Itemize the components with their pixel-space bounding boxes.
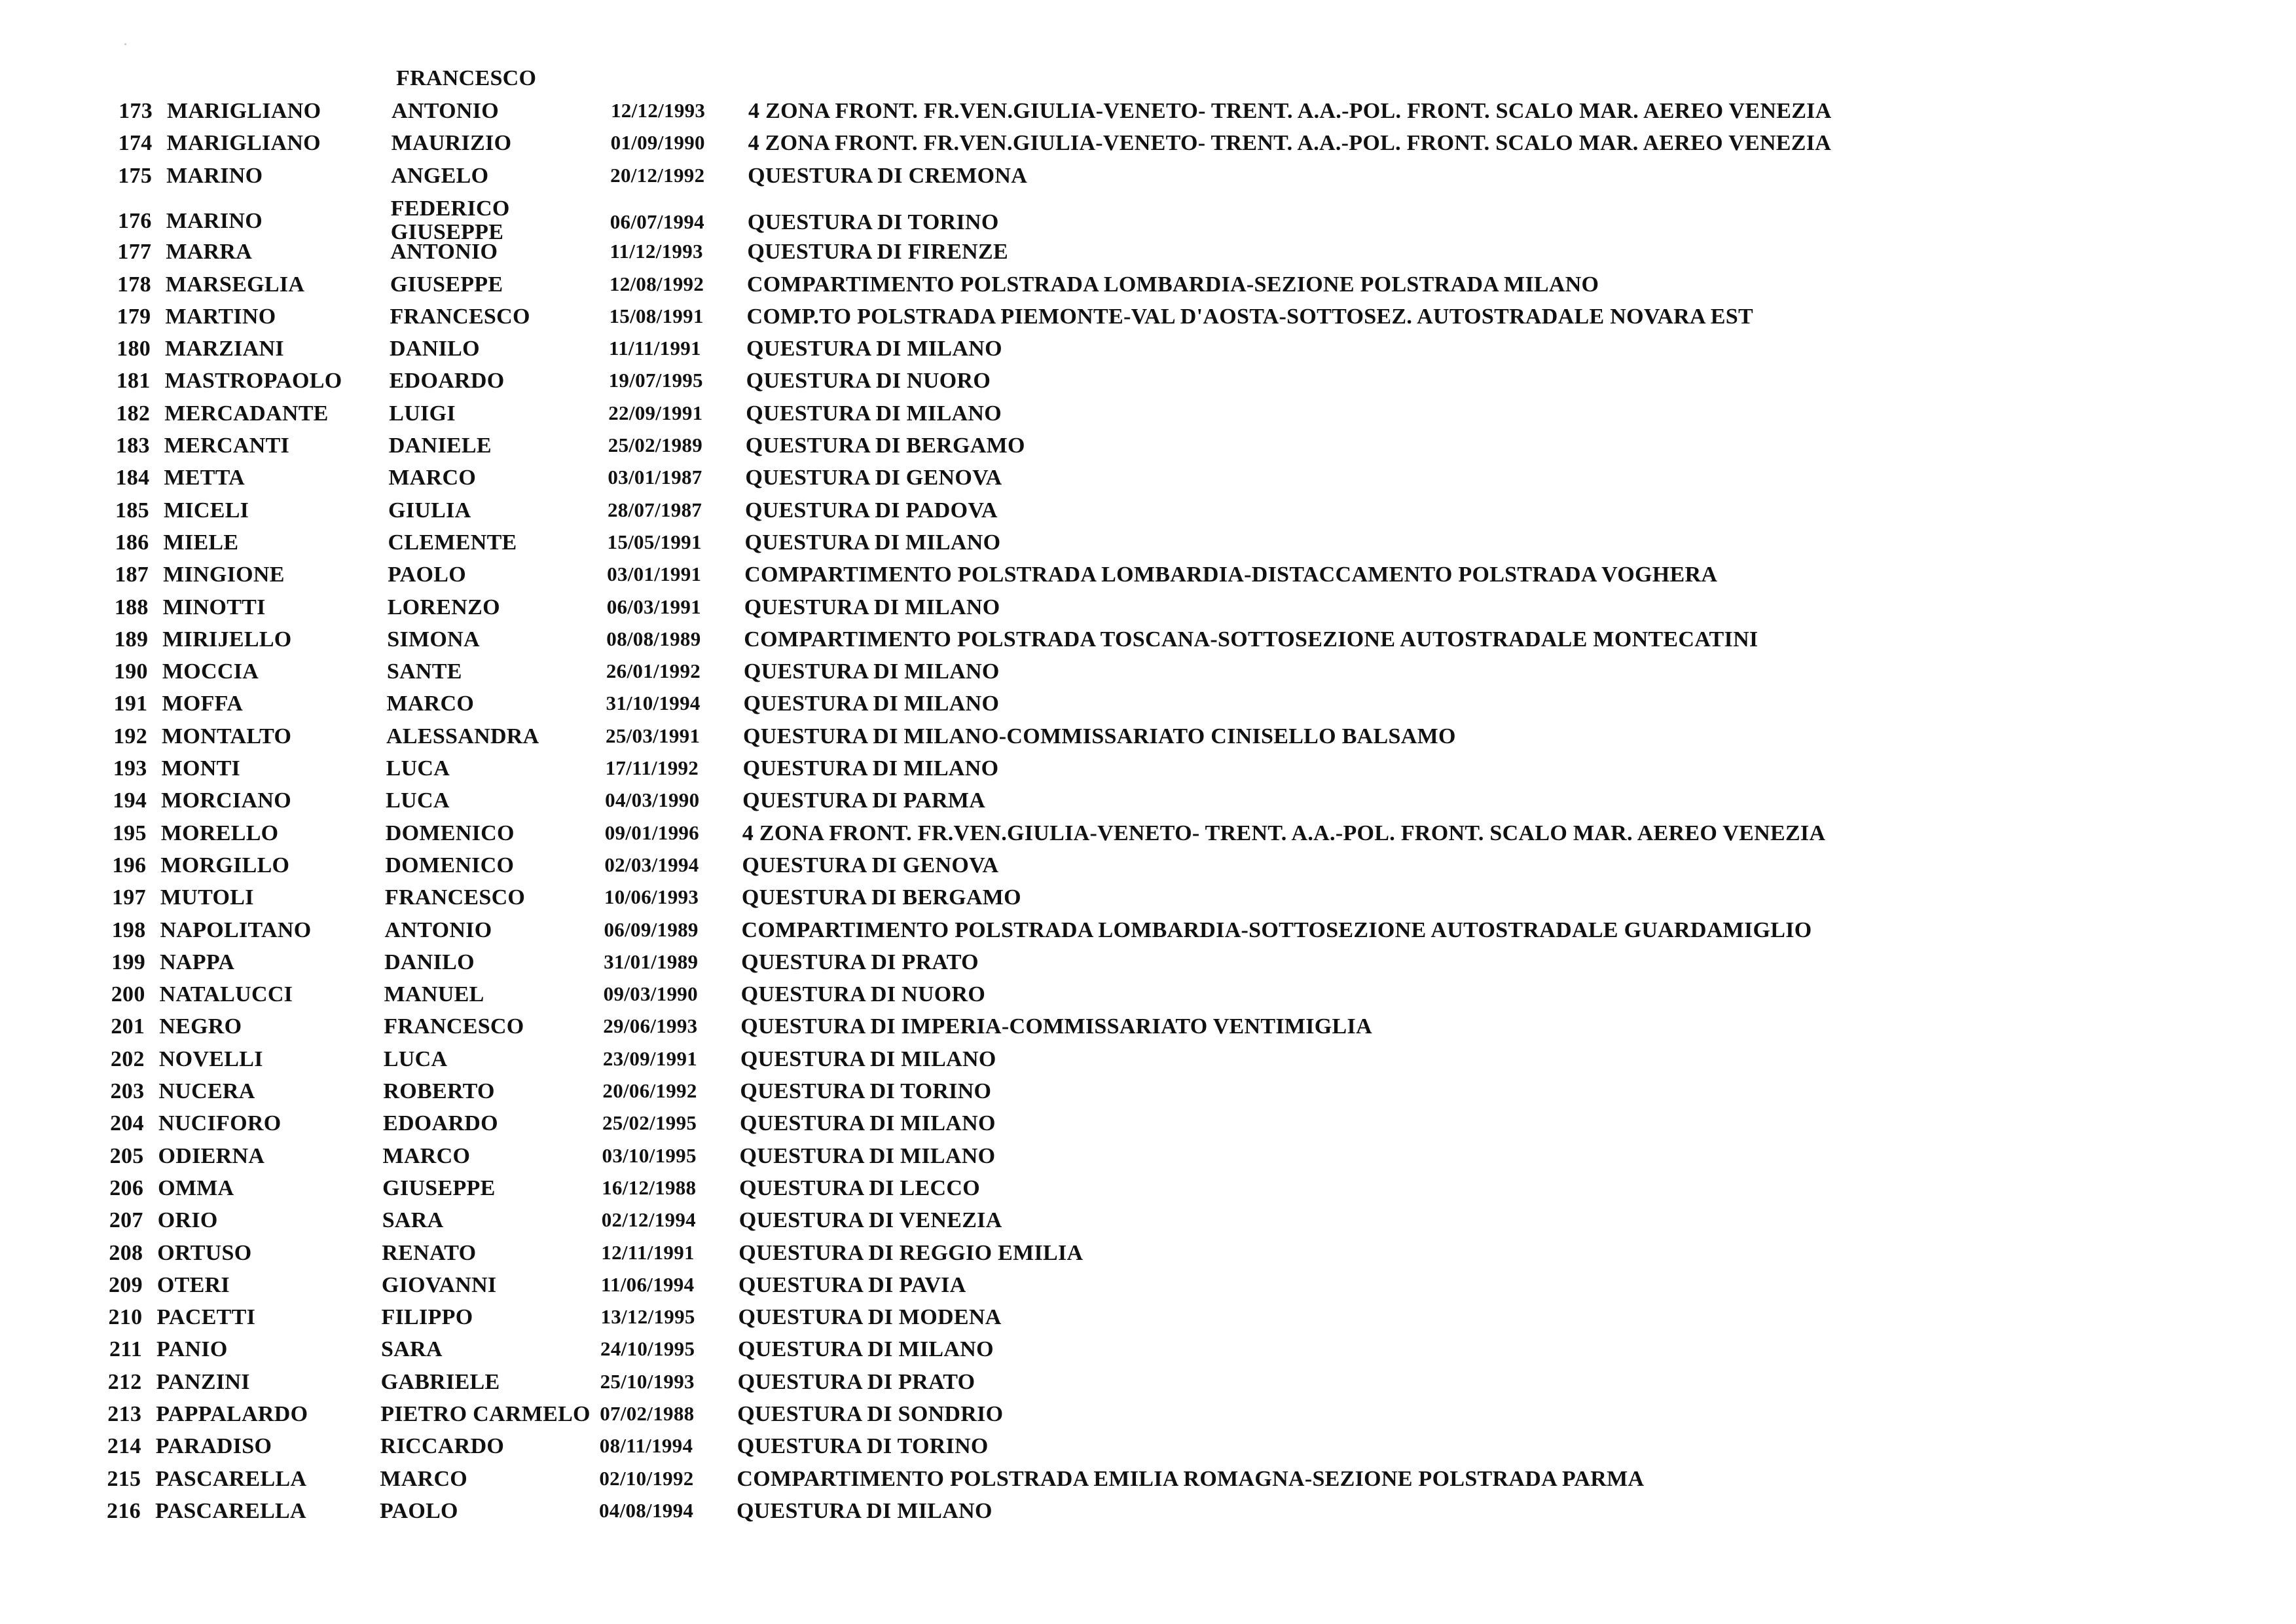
date-cell: 16/12/1988 — [602, 1175, 697, 1199]
date-cell: 11/06/1994 — [600, 1272, 695, 1296]
surname-cell: NEGRO — [159, 1014, 242, 1039]
assignment-office-cell: QUESTURA DI MILANO — [740, 1046, 996, 1071]
first-name-cell: FRANCESCO — [384, 1014, 524, 1039]
date-cell: 28/07/1987 — [607, 498, 702, 521]
date-cell: 04/08/1994 — [598, 1498, 694, 1522]
surname-cell: PANIO — [156, 1337, 228, 1362]
date-cell: 12/11/1991 — [601, 1240, 695, 1264]
row-number: 199 — [111, 950, 146, 974]
assignment-office-cell: QUESTURA DI TORINO — [737, 1434, 989, 1459]
first-name-cell: ANTONIO — [390, 240, 498, 265]
date-cell: 25/02/1995 — [602, 1111, 697, 1135]
first-name-cell: LUIGI — [389, 401, 456, 426]
surname-cell: PACETTI — [156, 1305, 256, 1330]
first-name-cell: MARCO — [386, 692, 475, 716]
assignment-office-cell: QUESTURA DI LECCO — [739, 1175, 980, 1200]
first-name-cell: LUCA — [386, 788, 450, 813]
surname-cell: MARZIANI — [165, 337, 284, 361]
first-name-cell: ANTONIO — [384, 917, 492, 942]
assignment-office-cell: QUESTURA DI IMPERIA-COMMISSARIATO VENTIMIGLIA — [740, 1014, 1372, 1039]
surname-cell: MIELE — [163, 530, 239, 555]
date-cell: 02/03/1994 — [604, 853, 699, 876]
first-name-cell: ANTONIO — [392, 99, 499, 123]
row-number: 178 — [117, 272, 151, 297]
date-cell: 12/08/1992 — [609, 272, 704, 295]
row-number: 204 — [110, 1111, 144, 1136]
assignment-office-cell: QUESTURA DI GENOVA — [742, 853, 999, 877]
first-name-cell: FILIPPO — [381, 1305, 473, 1330]
surname-cell: MINGIONE — [163, 563, 285, 587]
assignment-office-cell: QUESTURA DI PARMA — [742, 788, 986, 813]
date-cell: 07/02/1988 — [600, 1402, 695, 1425]
assignment-office-cell: QUESTURA DI SONDRIO — [737, 1402, 1004, 1426]
surname-cell: PARADISO — [155, 1434, 272, 1459]
scan-speck — [124, 43, 126, 45]
row-number: 205 — [109, 1143, 144, 1168]
row-number: 203 — [110, 1079, 145, 1103]
row-number: 208 — [109, 1240, 143, 1265]
first-name-cell: EDOARDO — [389, 369, 505, 394]
row-number: 216 — [107, 1498, 141, 1523]
assignment-office-cell: 4 ZONA FRONT. FR.VEN.GIULIA-VENETO- TRENT. A.A.-POL. FRONT. SCALO MAR. AEREO VENEZIA — [748, 131, 1832, 156]
date-cell: 11/11/1991 — [609, 337, 701, 360]
row-number: 193 — [113, 756, 147, 781]
first-name-cell: DOMENICO — [385, 821, 515, 845]
row-number: 181 — [116, 369, 151, 394]
first-name-cell: FRANCESCO — [384, 885, 526, 910]
date-cell: 06/07/1994 — [610, 210, 704, 233]
assignment-office-cell: QUESTURA DI MILANO — [736, 1498, 993, 1523]
assignment-office-cell: QUESTURA DI TORINO — [747, 210, 999, 234]
assignment-office-cell: QUESTURA DI NUORO — [740, 982, 986, 1007]
date-cell: 15/05/1991 — [607, 530, 702, 553]
first-name-cell: DOMENICO — [385, 853, 515, 877]
surname-cell: ORIO — [157, 1208, 218, 1233]
surname-cell: MASTROPAOLO — [164, 369, 342, 394]
row-number: 213 — [107, 1402, 142, 1426]
surname-cell: MARTINO — [165, 304, 276, 329]
row-number: 215 — [107, 1466, 141, 1491]
row-number: 207 — [109, 1208, 143, 1233]
surname-cell: MORGILLO — [160, 853, 290, 877]
first-name-cell: DANILO — [384, 950, 475, 974]
assignment-office-cell: QUESTURA DI MILANO — [746, 401, 1002, 426]
date-cell: 10/06/1993 — [604, 885, 699, 909]
row-number: 190 — [113, 659, 148, 684]
first-name-cell: GIUSEPPE — [382, 1175, 496, 1200]
assignment-office-cell: COMPARTIMENTO POLSTRADA TOSCANA-SOTTOSEZIONE AUTOSTRADALE MONTECATINI — [744, 627, 1758, 652]
surname-cell: NUCIFORO — [158, 1111, 282, 1136]
date-cell: 02/12/1994 — [601, 1208, 696, 1232]
first-name-cell: GABRIELE — [380, 1369, 500, 1394]
date-cell: 26/01/1992 — [606, 659, 701, 683]
surname-cell: MARIGLIANO — [167, 99, 321, 123]
surname-cell: MERCADANTE — [164, 401, 329, 426]
surname-cell: NAPOLITANO — [160, 917, 312, 942]
assignment-office-cell: COMP.TO POLSTRADA PIEMONTE-VAL D'AOSTA-SOTTOSEZ. AUTOSTRADALE NOVARA EST — [746, 304, 1753, 329]
row-number: 210 — [108, 1305, 143, 1330]
assignment-office-cell: QUESTURA DI PRATO — [741, 950, 979, 974]
row-number: 179 — [117, 304, 151, 329]
continuation-name: FRANCESCO — [396, 66, 537, 90]
assignment-office-cell: QUESTURA DI MODENA — [738, 1305, 1002, 1330]
assignment-office-cell: COMPARTIMENTO POLSTRADA LOMBARDIA-SEZIONE POLSTRADA MILANO — [746, 272, 1599, 297]
surname-cell: MORELLO — [160, 821, 279, 845]
row-number: 174 — [118, 131, 153, 156]
date-cell: 12/12/1993 — [611, 99, 706, 122]
date-cell: 25/03/1991 — [606, 724, 701, 747]
surname-cell: PANZINI — [156, 1369, 250, 1394]
first-name-cell: ANGELO — [391, 163, 489, 188]
date-cell: 03/01/1991 — [607, 563, 702, 586]
assignment-office-cell: COMPARTIMENTO POLSTRADA LOMBARDIA-SOTTOSEZIONE AUTOSTRADALE GUARDAMIGLIO — [741, 917, 1812, 942]
date-cell: 06/09/1989 — [604, 917, 699, 941]
assignment-office-cell: QUESTURA DI PADOVA — [744, 498, 998, 523]
date-cell: 09/01/1996 — [604, 821, 699, 844]
first-name-cell: PIETRO CARMELO — [380, 1402, 591, 1426]
first-name-line: FEDERICO — [390, 196, 510, 221]
row-number: 176 — [117, 208, 152, 233]
first-name-cell: GIULIA — [388, 498, 471, 523]
date-cell: 11/12/1993 — [610, 240, 703, 263]
surname-cell: MARINO — [166, 163, 263, 188]
date-cell: 03/01/1987 — [608, 466, 702, 489]
first-name-cell: SARA — [381, 1337, 443, 1362]
row-number: 206 — [109, 1175, 144, 1200]
surname-cell: PAPPALARDO — [156, 1402, 308, 1426]
assignment-office-cell: COMPARTIMENTO POLSTRADA LOMBARDIA-DISTACCAMENTO POLSTRADA VOGHERA — [744, 563, 1718, 587]
surname-cell: MUTOLI — [160, 885, 254, 910]
date-cell: 02/10/1992 — [599, 1466, 694, 1490]
surname-cell: NUCERA — [158, 1079, 255, 1103]
date-cell: 24/10/1995 — [600, 1337, 695, 1361]
assignment-office-cell: QUESTURA DI MILANO — [738, 1337, 994, 1362]
date-cell: 25/10/1993 — [600, 1369, 695, 1393]
date-cell: 03/10/1995 — [602, 1143, 697, 1167]
assignment-office-cell: QUESTURA DI MILANO — [744, 595, 1000, 619]
assignment-office-cell: QUESTURA DI VENEZIA — [738, 1208, 1002, 1233]
assignment-office-cell: 4 ZONA FRONT. FR.VEN.GIULIA-VENETO- TRENT. A.A.-POL. FRONT. SCALO MAR. AEREO VENEZIA — [742, 821, 1826, 845]
first-name-cell: MARCO — [388, 466, 477, 490]
date-cell: 09/03/1990 — [603, 982, 698, 1006]
first-name-line: GIUSEPPE — [390, 219, 504, 244]
date-cell: 01/09/1990 — [610, 131, 705, 155]
assignment-office-cell: QUESTURA DI TORINO — [740, 1079, 992, 1103]
surname-cell: OTERI — [156, 1272, 230, 1297]
row-number: 196 — [112, 853, 147, 877]
row-number: 197 — [112, 885, 146, 910]
first-name-cell: SARA — [382, 1208, 444, 1233]
surname-cell: NAPPA — [160, 950, 235, 974]
row-number: 195 — [112, 821, 147, 845]
first-name-cell: MANUEL — [384, 982, 484, 1007]
first-name-cell: ROBERTO — [383, 1079, 495, 1103]
surname-cell: MARINO — [166, 208, 263, 233]
assignment-office-cell: QUESTURA DI REGGIO EMILIA — [738, 1240, 1084, 1265]
first-name-cell: SANTE — [386, 659, 462, 684]
assignment-office-cell: QUESTURA DI MILANO — [739, 1111, 996, 1136]
first-name-cell: FRANCESCO — [390, 304, 530, 329]
first-name-cell: DANILO — [390, 337, 480, 361]
surname-cell: MARIGLIANO — [166, 131, 321, 156]
first-name-cell: EDOARDO — [382, 1111, 498, 1136]
date-cell: 13/12/1995 — [600, 1305, 695, 1329]
surname-cell: NOVELLI — [158, 1046, 263, 1071]
assignment-office-cell: QUESTURA DI FIRENZE — [747, 240, 1008, 265]
row-number: 188 — [114, 595, 149, 619]
first-name-cell: DANIELE — [388, 434, 492, 458]
row-number: 177 — [117, 240, 152, 265]
assignment-office-cell: COMPARTIMENTO POLSTRADA EMILIA ROMAGNA-SEZIONE POLSTRADA PARMA — [737, 1466, 1645, 1491]
assignment-office-cell: QUESTURA DI GENOVA — [745, 466, 1002, 490]
first-name-cell: LORENZO — [387, 595, 500, 619]
surname-cell: MERCANTI — [164, 434, 290, 458]
assignment-office-cell: QUESTURA DI MILANO — [744, 530, 1001, 555]
date-cell: 25/02/1989 — [608, 434, 703, 456]
surname-cell: MOCCIA — [162, 659, 259, 684]
row-number: 192 — [113, 724, 148, 748]
assignment-office-cell: QUESTURA DI CREMONA — [748, 163, 1028, 188]
assignment-office-cell: 4 ZONA FRONT. FR.VEN.GIULIA-VENETO- TRENT. A.A.-POL. FRONT. SCALO MAR. AEREO VENEZIA — [748, 99, 1832, 123]
row-number: 212 — [107, 1369, 142, 1394]
surname-cell: NATALUCCI — [159, 982, 293, 1007]
row-number: 185 — [115, 498, 149, 523]
date-cell: 20/06/1992 — [602, 1079, 697, 1102]
row-number: 194 — [113, 788, 147, 813]
first-name-cell: LUCA — [383, 1046, 448, 1071]
assignment-office-cell: QUESTURA DI MILANO — [746, 337, 1002, 361]
row-number: 187 — [115, 563, 149, 587]
surname-cell: MONTALTO — [162, 724, 292, 748]
assignment-office-cell: QUESTURA DI BERGAMO — [741, 885, 1021, 910]
date-cell: 20/12/1992 — [610, 163, 705, 187]
row-number: 189 — [114, 627, 149, 652]
first-name-cell: MAURIZIO — [391, 131, 512, 156]
surname-cell: MARRA — [166, 240, 253, 265]
surname-cell: MIRIJELLO — [162, 627, 292, 652]
row-number: 173 — [118, 99, 153, 123]
date-cell: 29/06/1993 — [603, 1014, 698, 1038]
row-number: 202 — [110, 1046, 145, 1071]
surname-cell: ODIERNA — [158, 1143, 265, 1168]
first-name-cell: GIUSEPPE — [390, 272, 503, 297]
row-number: 201 — [111, 1014, 145, 1039]
assignment-office-cell: QUESTURA DI PRATO — [737, 1369, 975, 1394]
row-number: 175 — [118, 163, 153, 188]
row-number: 180 — [117, 337, 151, 361]
surname-cell: MICELI — [163, 498, 249, 523]
row-number: 191 — [113, 692, 148, 716]
row-number: 182 — [116, 401, 151, 426]
assignment-office-cell: QUESTURA DI BERGAMO — [745, 434, 1025, 458]
date-cell: 19/07/1995 — [608, 369, 703, 392]
first-name-cell — [391, 197, 510, 244]
assignment-office-cell: QUESTURA DI MILANO — [743, 692, 1000, 716]
first-name-cell: CLEMENTE — [388, 530, 517, 555]
first-name-cell: GIOVANNI — [381, 1272, 497, 1297]
first-name-cell: RENATO — [382, 1240, 477, 1265]
surname-cell: METTA — [164, 466, 246, 490]
assignment-office-cell: QUESTURA DI MILANO-COMMISSARIATO CINISELLO BALSAMO — [743, 724, 1456, 748]
surname-cell: MINOTTI — [162, 595, 266, 619]
assignment-office-cell: QUESTURA DI MILANO — [739, 1143, 996, 1168]
date-cell: 17/11/1992 — [605, 756, 699, 779]
first-name-cell: ALESSANDRA — [386, 724, 539, 748]
first-name-cell: MARCO — [380, 1466, 468, 1491]
surname-cell: MARSEGLIA — [165, 272, 305, 297]
assignment-office-cell: QUESTURA DI NUORO — [746, 369, 991, 394]
date-cell: 06/03/1991 — [606, 595, 701, 618]
first-name-cell: PAOLO — [379, 1498, 458, 1523]
date-cell: 23/09/1991 — [602, 1046, 698, 1070]
assignment-office-cell: QUESTURA DI PAVIA — [738, 1272, 966, 1297]
first-name-cell: PAOLO — [388, 563, 466, 587]
row-number: 198 — [111, 917, 146, 942]
date-cell: 08/08/1989 — [606, 627, 701, 650]
surname-cell: PASCARELLA — [155, 1466, 307, 1491]
first-name-cell: SIMONA — [387, 627, 480, 652]
assignment-office-cell: QUESTURA DI MILANO — [742, 756, 999, 781]
surname-cell: ORTUSO — [157, 1240, 252, 1265]
row-number: 200 — [111, 982, 145, 1007]
date-cell: 08/11/1994 — [599, 1434, 693, 1458]
surname-cell: MONTI — [161, 756, 241, 781]
date-cell: 04/03/1990 — [605, 788, 700, 812]
first-name-cell: MARCO — [382, 1143, 471, 1168]
date-cell: 31/01/1989 — [604, 950, 699, 973]
surname-cell: MOFFA — [162, 692, 244, 716]
row-number: 183 — [115, 434, 150, 458]
row-number: 186 — [115, 530, 149, 555]
row-number: 184 — [115, 466, 150, 490]
surname-cell: OMMA — [158, 1175, 234, 1200]
first-name-cell: LUCA — [386, 756, 450, 781]
row-number: 211 — [109, 1337, 143, 1362]
date-cell: 31/10/1994 — [606, 692, 701, 715]
row-number: 214 — [107, 1434, 141, 1459]
date-cell: 22/09/1991 — [608, 401, 703, 424]
row-number: 209 — [108, 1272, 143, 1297]
surname-cell: MORCIANO — [161, 788, 292, 813]
first-name-cell: RICCARDO — [380, 1434, 505, 1459]
surname-cell: PASCARELLA — [155, 1498, 306, 1523]
assignment-office-cell: QUESTURA DI MILANO — [743, 659, 1000, 684]
date-cell: 15/08/1991 — [609, 304, 704, 327]
